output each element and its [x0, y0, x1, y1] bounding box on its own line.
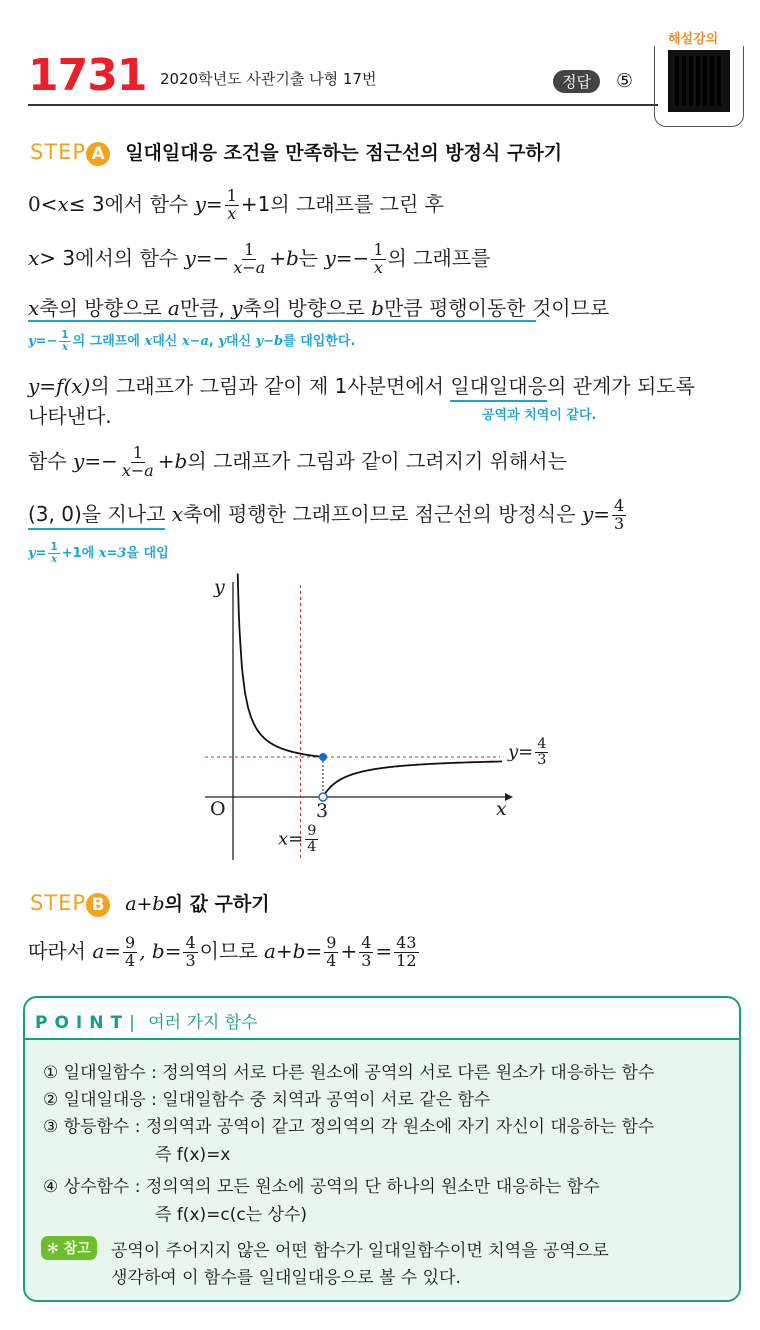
text-segment: 는 [298, 246, 325, 270]
translation-conclusion: 만큼 평행이동한 것이므로 [383, 296, 610, 320]
text-segment: 1 [244, 240, 255, 260]
text-segment: x [61, 341, 69, 353]
text-segment: 1 [373, 240, 384, 260]
x-axis-label: x [496, 798, 507, 820]
text-segment: x=3 [98, 546, 127, 561]
point-content [25, 1038, 739, 1300]
text-segment: =− [195, 246, 230, 270]
text-segment: 4 [361, 933, 372, 953]
point-title: 여러 가지 함수 [148, 1013, 258, 1033]
point-divider: | [129, 1013, 135, 1033]
text-segment: 함수 [28, 449, 73, 473]
note-badge: ✻ 참고 [41, 1236, 97, 1260]
text-segment: a= [92, 939, 122, 963]
text-segment: x−a [233, 258, 266, 277]
text-segment: 의 그래프가 그림과 같이 제 1사분면에서 [90, 374, 451, 398]
text-segment: 1 [50, 541, 58, 554]
text-segment: 3 [185, 951, 196, 970]
x-tick-3: 3 [316, 800, 329, 822]
text-segment: y [194, 192, 206, 216]
text-segment: 대신 [152, 334, 182, 349]
text-segment: + [340, 939, 358, 963]
point-item: ③ 항등함수 : 정의역과 공역이 같고 정의역의 각 원소에 자기 자신이 대응하는 함수 [43, 1117, 655, 1137]
text-segment: x [28, 296, 40, 320]
text-segment: x [165, 502, 184, 526]
text-segment: 따라서 [28, 939, 93, 963]
text-segment: 이므로 [199, 939, 264, 963]
text-segment: 0< [28, 192, 58, 216]
text-segment: y−b [255, 334, 284, 349]
text-segment: +1의 그래프를 그린 후 [240, 192, 444, 216]
text-segment: 의 그래프를 [387, 246, 491, 270]
text-segment: 축의 방향으로 [39, 296, 168, 320]
solution-line-2 [28, 242, 490, 277]
closed-point [319, 753, 327, 761]
problem-number: 1731 [28, 50, 147, 101]
step-b-heading [30, 889, 270, 917]
text-segment: , b= [139, 939, 182, 963]
text-segment: 12 [396, 951, 417, 970]
text-segment: y [231, 296, 243, 320]
header-divider [28, 104, 658, 106]
point-item: 즉 f(x)=c(c는 상수) [155, 1205, 308, 1225]
text-segment: ≤ 3에서 함수 [68, 192, 195, 216]
text-segment: y [218, 334, 226, 349]
point-box [23, 996, 741, 1302]
text-segment: = [205, 192, 223, 216]
text-segment: y [324, 246, 336, 270]
text-segment: +b [157, 449, 188, 473]
text-segment: 4 [307, 839, 317, 856]
text-segment: 9 [125, 933, 136, 953]
text-segment: x [57, 192, 69, 216]
step-letter: A [86, 142, 110, 166]
text-segment: 4 [185, 933, 196, 953]
solution-line-3 [28, 292, 609, 321]
text-segment: 9 [326, 933, 337, 953]
y-axis-label: y [214, 576, 225, 598]
text-segment: y [581, 502, 594, 526]
text-segment: 일대일대응 [450, 374, 547, 402]
text-segment: x [144, 334, 153, 349]
text-segment: 축의 방향으로 [242, 296, 372, 320]
text-segment: 4 [125, 951, 136, 970]
solution-line-4 [28, 370, 695, 399]
text-segment: 3 [361, 951, 372, 970]
text-segment: +1에 [61, 546, 99, 561]
note-point [28, 542, 169, 565]
point-item: 즉 f(x)=x [155, 1145, 231, 1165]
solution-line-5 [28, 445, 567, 480]
text-segment: 의 그래프에 [72, 334, 145, 349]
line-3-underline [28, 320, 536, 322]
note-range: 공역과 치역이 같다. [482, 408, 597, 423]
solution-line-4b: 나타낸다. [28, 404, 112, 428]
curve-left [238, 574, 323, 758]
text-segment: b [371, 296, 384, 320]
text-segment: y [73, 449, 85, 473]
text-segment: 9 [307, 823, 317, 839]
point-header [35, 1008, 258, 1033]
text-segment: 의 그래프가 그림과 같이 그려지기 위해서는 [187, 449, 567, 473]
text-segment: y [184, 246, 196, 270]
qr-code-icon [668, 50, 730, 112]
text-segment: y= [508, 741, 534, 763]
note-text: 공역이 주어지지 않은 어떤 함수가 일대일함수이면 치역을 공역으로 [111, 1241, 609, 1261]
text-segment: y=− [28, 334, 58, 349]
text-segment: x= [278, 828, 304, 850]
text-segment: +b [269, 246, 299, 270]
text-segment: 3 [537, 752, 547, 769]
text-segment: =− [84, 449, 118, 473]
text-segment: B [86, 893, 110, 917]
text-segment: 4 [614, 496, 625, 516]
step-label: STEP [30, 140, 87, 164]
answer-badge: 정답 [553, 70, 600, 93]
answer-value: ⑤ [616, 70, 634, 92]
text-segment: 를 대입한다. [283, 334, 356, 349]
text-segment: 만큼, [179, 296, 232, 320]
note-substitution [28, 330, 355, 353]
text-segment: x−a [121, 461, 154, 480]
text-segment: = [375, 939, 393, 963]
text-segment: 의 관계가 되도록 [546, 374, 695, 398]
origin-label: O [210, 798, 226, 820]
text-segment: 1 [61, 329, 69, 342]
solution-line-1 [28, 188, 444, 223]
function-graph [0, 570, 760, 870]
text-segment: a [167, 296, 180, 320]
text-segment: y=f(x) [28, 374, 91, 398]
text-segment: 4 [537, 736, 547, 752]
text-segment: (3, 0)을 지나고 [28, 502, 165, 530]
text-segment: x [373, 258, 383, 277]
problem-source: 2020학년도 사관기출 나형 17번 [160, 70, 377, 88]
text-segment: x [28, 246, 40, 270]
text-segment: y= [28, 546, 47, 561]
text-segment: =− [335, 246, 370, 270]
text-segment: a+b= [264, 939, 323, 963]
text-segment: 1 [226, 186, 237, 206]
text-segment: x [50, 553, 58, 565]
text-segment: 43 [396, 933, 417, 953]
step-a-heading [30, 138, 562, 166]
text-segment: 대신 [225, 334, 256, 349]
text-segment: x−a [181, 334, 209, 349]
asymptote-h-label [508, 737, 550, 768]
result-line [28, 935, 421, 970]
asymptote-v-label [278, 824, 320, 855]
curve-right [323, 762, 502, 798]
point-item: ② 일대일대응 : 일대일함수 중 치역과 공역이 서로 같은 함수 [43, 1090, 491, 1110]
text-segment: = [593, 502, 611, 526]
step-title: 일대일대응 조건을 만족하는 점근선의 방정식 구하기 [125, 142, 563, 164]
text-segment: > 3에서의 함수 [39, 246, 185, 270]
qr-label: 해설강의 [668, 32, 719, 47]
text-segment: 의 값 구하기 [164, 893, 270, 915]
text-segment: , [208, 334, 219, 349]
text-segment: STEP [30, 891, 87, 915]
text-segment: 3 [614, 514, 625, 533]
text-segment: a+b [125, 893, 165, 915]
text-segment: x [227, 204, 237, 223]
qr-code-box[interactable] [654, 46, 744, 127]
point-label: POINT [35, 1013, 130, 1033]
solution-line-6 [28, 498, 628, 533]
point-item: ① 일대일함수 : 정의역의 서로 다른 원소에 공역의 서로 다른 원소가 대응하는 함수 [43, 1063, 655, 1083]
text-segment: 축에 평행한 그래프이므로 점근선의 방정식은 [183, 502, 582, 526]
point-item: ④ 상수함수 : 정의역의 모든 원소에 공역의 단 하나의 원소만 대응하는 함수 [43, 1177, 600, 1197]
text-segment: 을 대입 [126, 546, 169, 561]
text-segment: 1 [132, 443, 143, 463]
note-text: 생각하여 이 함수를 일대일대응으로 볼 수 있다. [111, 1268, 461, 1288]
text-segment: 4 [326, 951, 337, 970]
